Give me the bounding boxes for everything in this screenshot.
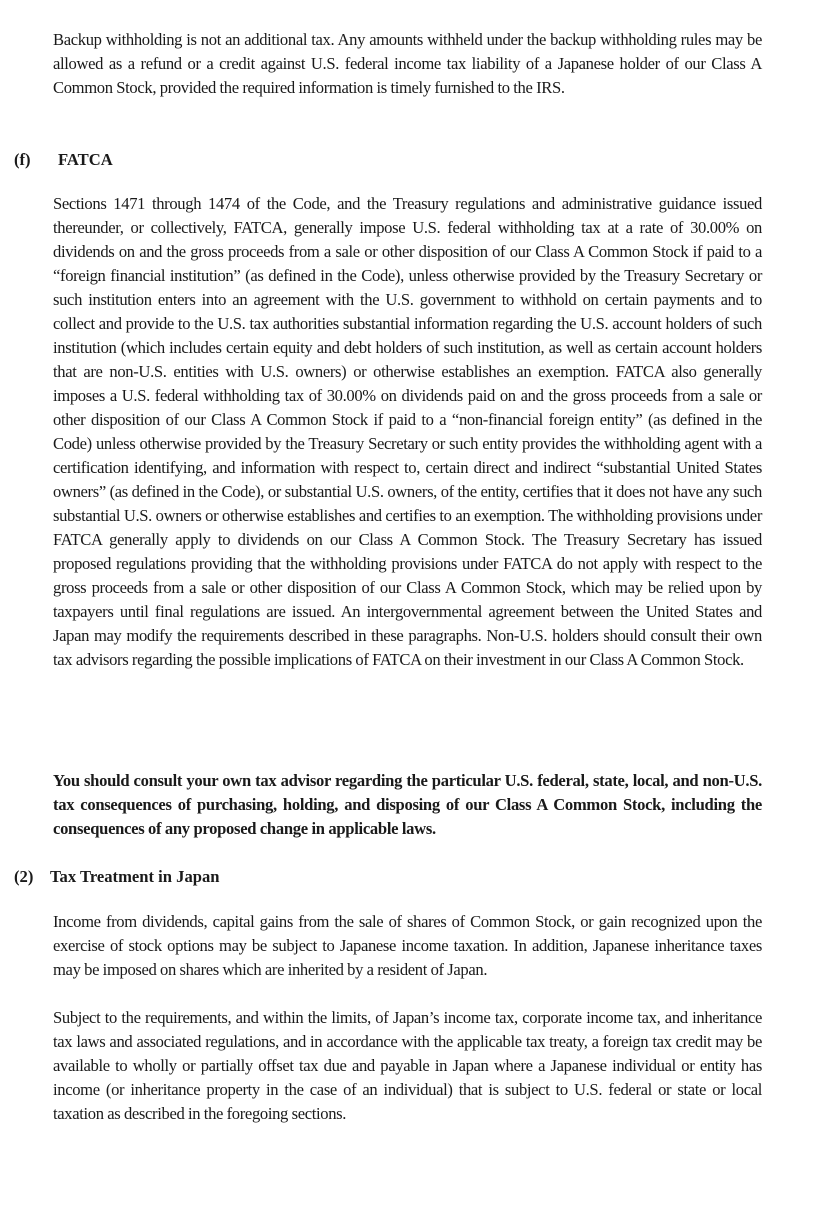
section-number: (f)	[14, 150, 31, 169]
backup-withholding-paragraph: Backup withholding is not an additional tax. Any amounts withheld under the backup withholding rules may be allowed as a refund or a credit against U.S. federal income tax liability of a Japanese holder of our Class A Common Stock, provided the required information is timely furnished to the IRS.	[53, 30, 762, 97]
consult-advisor-paragraph: You should consult your own tax advisor regarding the particular U.S. federal, state, local, and non-U.S. tax consequences of purchasing, holding, and disposing of our Class A Common Stock, including the consequences of any proposed change in applicable laws.	[53, 771, 762, 838]
section-title: FATCA	[58, 150, 113, 169]
fatca-body-paragraph: Sections 1471 through 1474 of the Code, and the Treasury regulations and administrative guidance issued thereunder, or collectively, FATCA, generally impose U.S. federal withholding tax at a rate of 30.00% on dividends on and the gross proceeds from a sale or other disposition of our Class A Common Stock if paid to a “foreign financial institution” (as defined in the Code), unless otherwise provided by the Treasury Secretary or such institution enters into an agreement with the U.S. government to withhold on certain payments and to collect and provide to the U.S. tax authorities substantial information regarding the U.S. account holders of such institution (which includes certain equity and debt holders of such institution, as well as certain account holders that are non-U.S. entities with U.S. owners) or otherwise establishes an exemption. FATCA also generally imposes a U.S. federal withholding tax of 30.00% on dividends paid on and the gross proceeds from a sale or other disposition of our Class A Common Stock if paid to a “non-financial foreign entity” (as defined in the Code) unless otherwise provided by the Treasury Secretary or such entity provides the withholding agent with a certification identifying, and information with respect to, certain direct and indirect “substantial United States owners” (as defined in the Code), or substantial U.S. owners, of the entity, certifies that it does not have any such substantial U.S. owners or otherwise establishes and certifies to an exemption. The withholding provisions under FATCA generally apply to dividends on our Class A Common Stock. The Treasury Secretary has issued proposed regulations providing that the withholding provisions under FATCA do not apply with respect to the gross proceeds from a sale or other disposition of our Class A Common Stock, which may be relied upon by taxpayers until final regulations are issued. An intergovernmental agreement between the United States and Japan may modify the requirements described in these paragraphs. Non-U.S. holders should consult their own tax advisors regarding the possible implications of FATCA on their investment in our Class A Common Stock.	[53, 194, 762, 669]
japan-foreign-tax-credit-paragraph: Subject to the requirements, and within the limits, of Japan’s income tax, corporate income tax, and inheritance tax laws and associated regulations, and in accordance with the applicable tax treaty, a foreign tax credit may be available to wholly or partially offset tax due and payable in Japan where a Japanese individual or entity has income (or inheritance property in the case of an individual) that is subject to U.S. federal or state or local taxation as described in the foregoing sections.	[53, 1008, 762, 1123]
section-number: (2)	[14, 867, 34, 886]
section-title: Tax Treatment in Japan	[50, 867, 220, 886]
japan-income-paragraph: Income from dividends, capital gains from the sale of shares of Common Stock, or gain recognized upon the exercise of stock options may be subject to Japanese income taxation. In addition, Japanese inheritance taxes may be imposed on shares which are inherited by a resident of Japan.	[53, 912, 762, 979]
